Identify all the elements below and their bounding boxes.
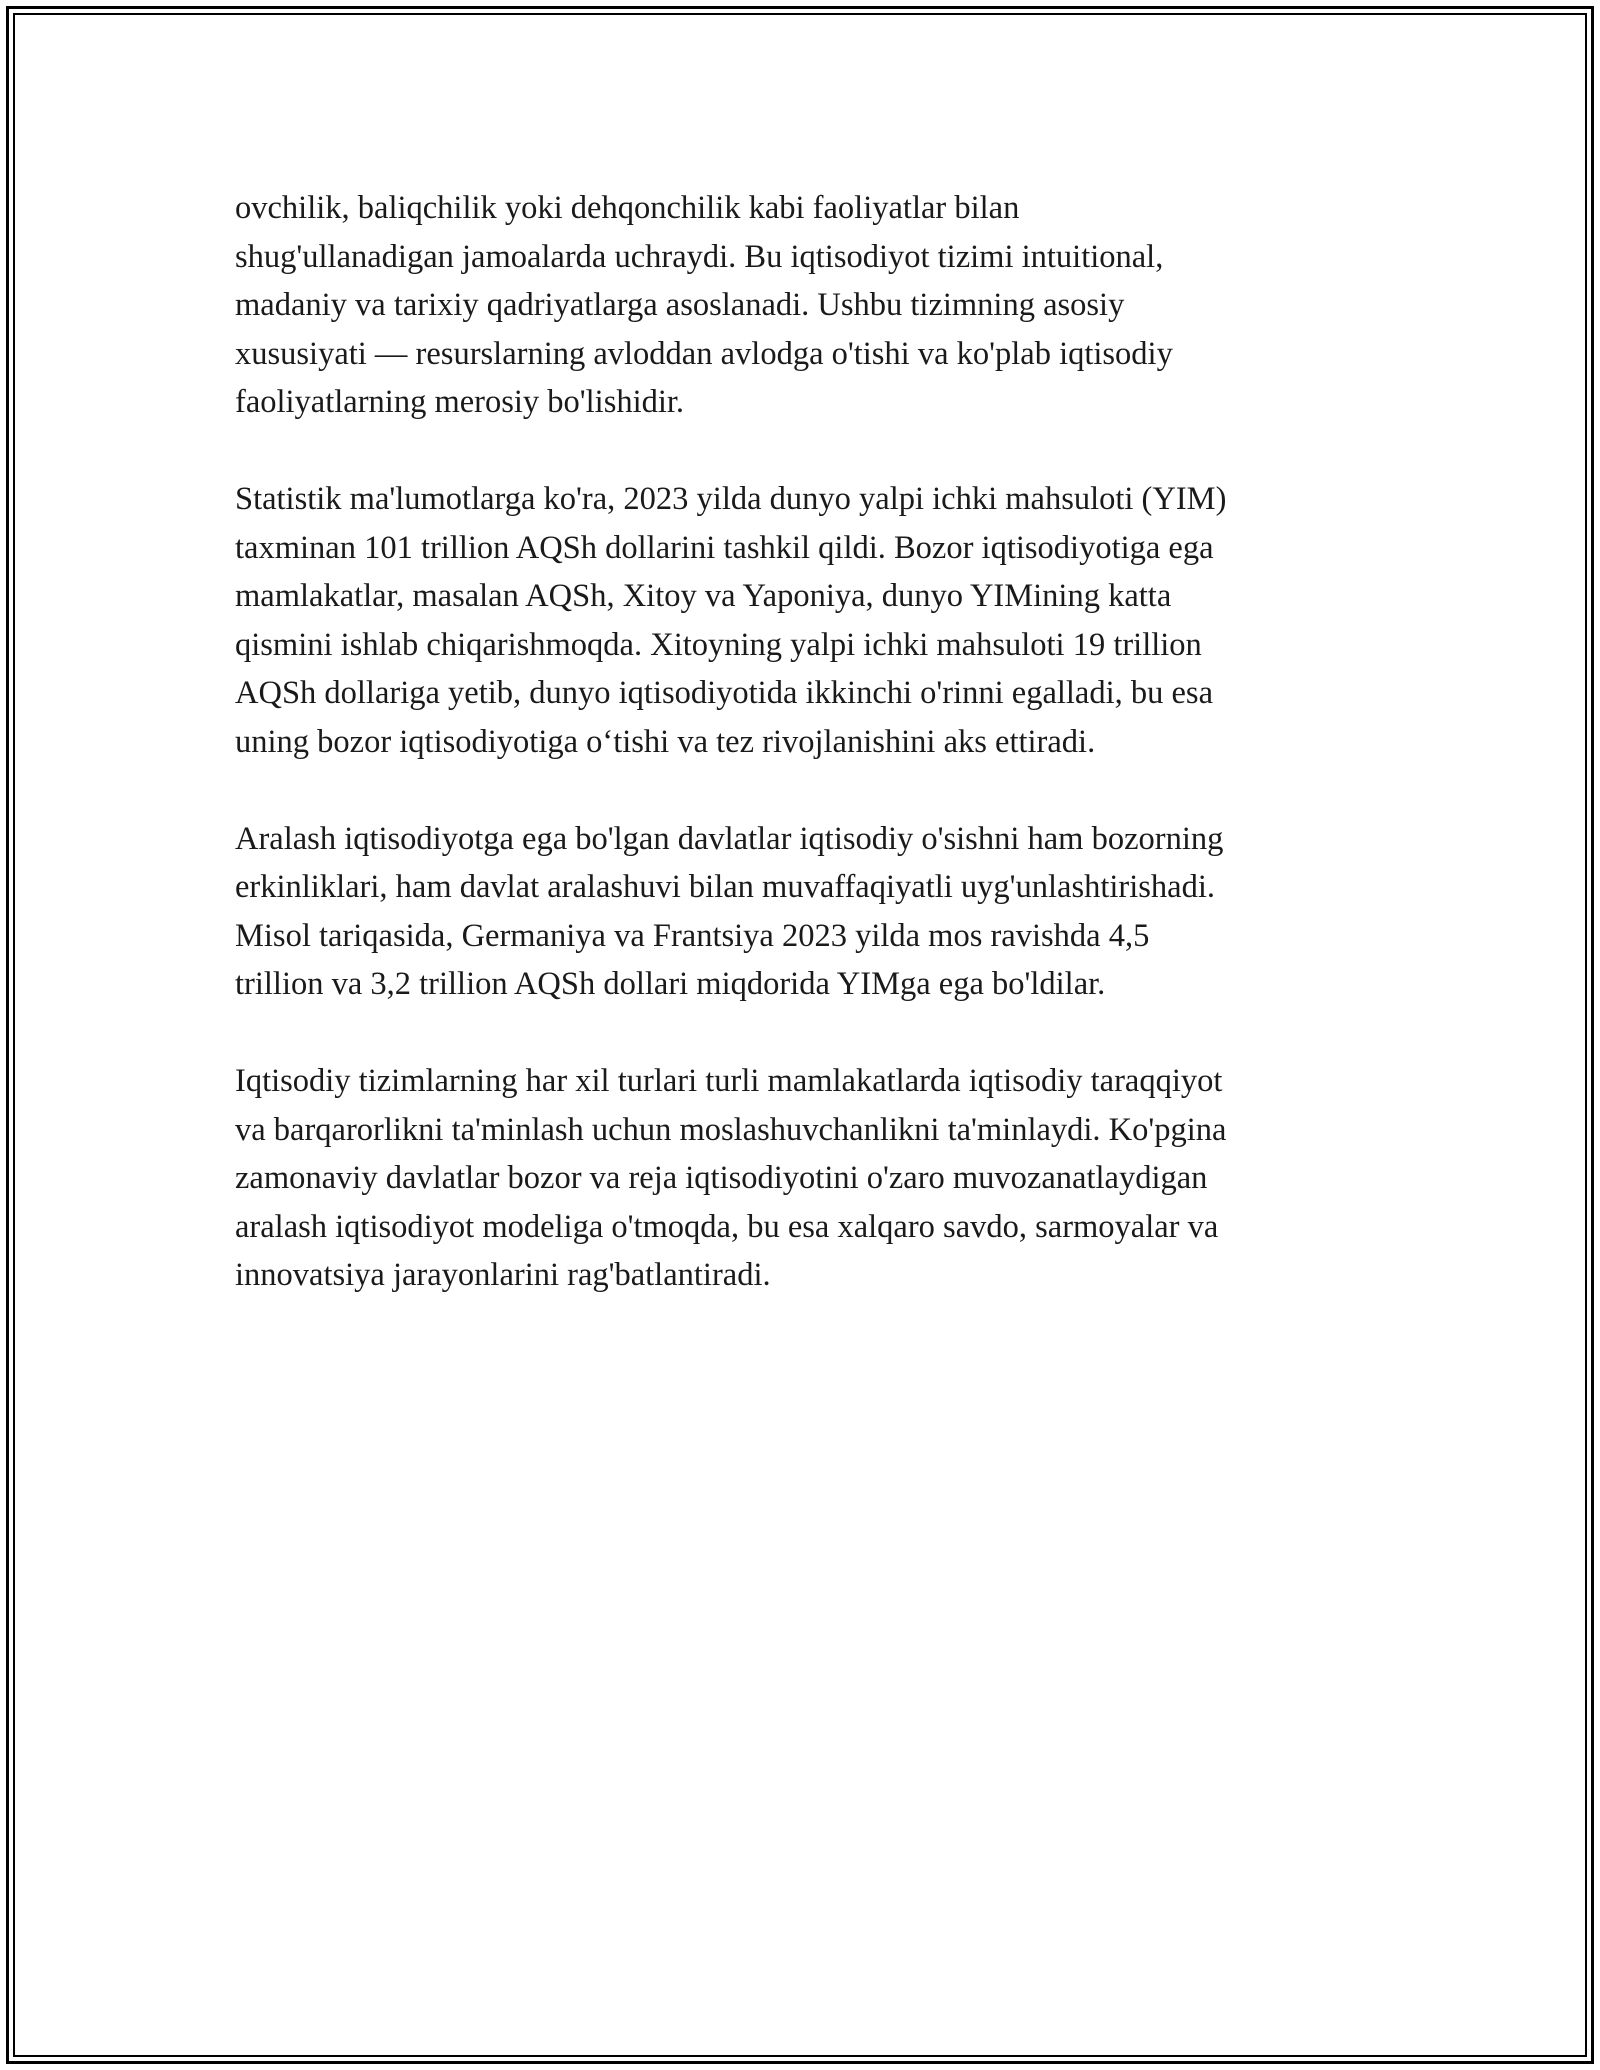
text-line: va barqarorlikni ta'minlash uchun moslashuvchanlikni ta'minlaydi. Ko'pgina xyxy=(235,1111,1227,1148)
text-line: aralash iqtisodiyot modeliga o'tmoqda, bu esa xalqaro savdo, sarmoyalar va xyxy=(235,1208,1219,1245)
text-line: erkinliklari, ham davlat aralashuvi bilan muvaffaqiyatli uyg'unlashtirishadi. xyxy=(235,869,1215,905)
text-line: Aralash iqtisodiyotga ega bo'lgan davlatlar iqtisodiy o'sishni ham bozorning xyxy=(235,820,1224,857)
text-line: qismini ishlab chiqarishmoqda. Xitoyning yalpi ichki mahsuloti 19 trillion xyxy=(235,626,1202,663)
text-line: taxminan 101 trillion AQSh dollarini tashkil qildi. Bozor iqtisodiyotiga ega xyxy=(235,529,1214,566)
text-line: faoliyatlarning merosiy bo'lishidir. xyxy=(235,384,685,420)
paragraph-1 xyxy=(235,184,1380,427)
text-line: xususiyati — resurslarning avloddan avlodga o'tishi va ko'plab iqtisodiy xyxy=(235,335,1173,372)
text-line: Misol tariqasida, Germaniya va Frantsiya 2023 yilda mos ravishda 4,5 xyxy=(235,917,1150,954)
document-body xyxy=(235,184,1380,1348)
text-line: AQSh dollariga yetib, dunyo iqtisodiyotida ikkinchi o'rinni egalladi, bu esa xyxy=(235,675,1213,711)
text-line: shug'ullanadigan jamoalarda uchraydi. Bu iqtisodiyot tizimi intuitional, xyxy=(235,238,1164,275)
text-line: Statistik ma'lumotlarga ko'ra, 2023 yilda dunyo yalpi ichki mahsuloti (YIM) xyxy=(235,481,1227,517)
paragraph-2 xyxy=(235,475,1380,766)
text-line: innovatsiya jarayonlarini rag'batlantiradi. xyxy=(235,1257,771,1293)
text-line: Iqtisodiy tizimlarning har xil turlari turli mamlakatlarda iqtisodiy taraqqiyot xyxy=(235,1063,1223,1099)
paragraph-4 xyxy=(235,1057,1380,1300)
text-line: ovchilik, baliqchilik yoki dehqonchilik kabi faoliyatlar bilan xyxy=(235,190,1020,226)
text-line: trillion va 3,2 trillion AQSh dollari miqdorida YIMga ega bo'ldilar. xyxy=(235,966,1106,1002)
paragraph-3 xyxy=(235,815,1380,1009)
text-line: mamlakatlar, masalan AQSh, Xitoy va Yaponiya, dunyo YIMining katta xyxy=(235,578,1172,614)
text-line: zamonaviy davlatlar bozor va reja iqtisodiyotini o'zaro muvozanatlaydigan xyxy=(235,1160,1208,1196)
text-line: uning bozor iqtisodiyotiga o‘tishi va tez rivojlanishini aks ettiradi. xyxy=(235,723,1096,760)
text-line: madaniy va tarixiy qadriyatlarga asoslanadi. Ushbu tizimning asosiy xyxy=(235,287,1125,323)
